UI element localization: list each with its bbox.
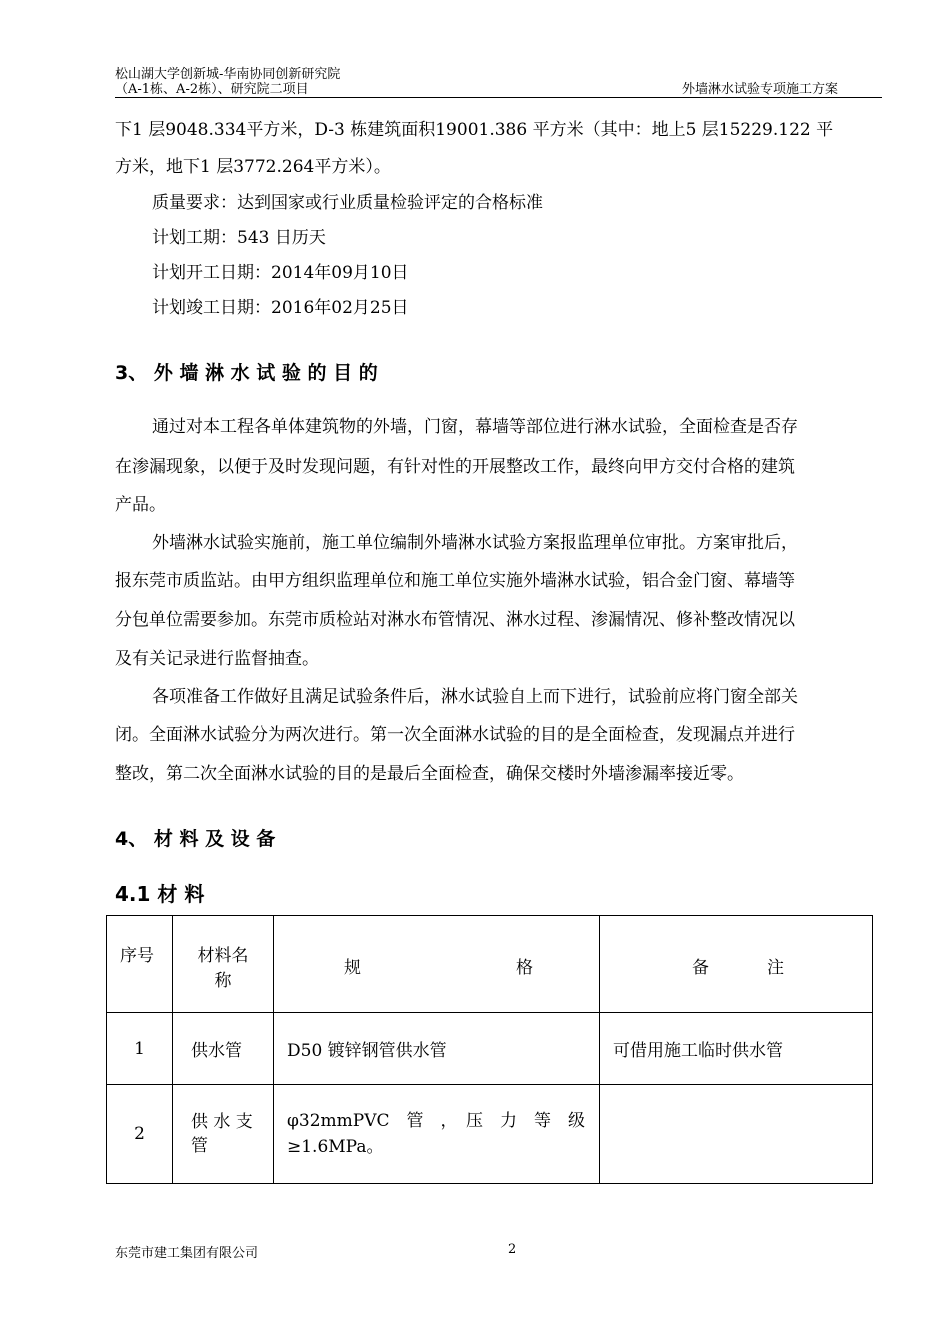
s3-p2-line-4: 及有关记录进行监督抽查。	[115, 649, 319, 669]
row-1-no: 1	[107, 1013, 173, 1085]
row-2-name	[173, 1085, 274, 1184]
header-project-line2: （A-1栋、A-2栋）、研究院二项目	[115, 82, 309, 97]
row-1-note: 可借用施工临时供水管	[600, 1013, 873, 1085]
s3-p2-line-1: 外墙淋水试验实施前，施工单位编制外墙淋水试验方案报监理单位审批。方案审批后，	[152, 533, 798, 553]
header-doc-title: 外墙淋水试验专项施工方案	[682, 82, 839, 97]
header-note-char2: 注	[767, 958, 784, 978]
header-divider	[115, 97, 882, 98]
s3-p3-line-3: 整改，第二次全面淋水试验的目的是最后全面检查，确保交楼时外墙渗漏率接近零。	[115, 764, 744, 784]
section-3-heading: 3、 外 墙 淋 水 试 验 的 目 的	[115, 362, 378, 384]
header-spec-char2: 格	[516, 958, 533, 978]
row-2-no: 2	[107, 1085, 173, 1184]
planned-start-date: 计划开工日期：2014年09月10日	[152, 263, 409, 283]
s3-p2-line-2: 报东莞市质监站。由甲方组织监理单位和施工单位实施外墙淋水试验，铝合金门窗、幕墙等	[115, 571, 795, 591]
row-2-spec-line1: φ32mmPVC 管 ， 压 力 等 级	[287, 1111, 585, 1131]
quality-requirement: 质量要求：达到国家或行业质量检验评定的合格标准	[152, 193, 543, 213]
s3-p1-line-3: 产品。	[115, 495, 166, 515]
planned-duration: 计划工期：543 日历天	[152, 228, 326, 248]
table-row	[107, 1085, 873, 1184]
row-2-name-line2: 管	[191, 1136, 208, 1156]
s3-p1-line-2: 在渗漏现象，以便于及时发现问题，有针对性的开展整改工作，最终向甲方交付合格的建筑	[115, 457, 795, 477]
header-note	[600, 916, 873, 1013]
s3-p3-line-2: 闭。全面淋水试验分为两次进行。第一次全面淋水试验的目的是全面检查，发现漏点并进行	[115, 725, 795, 745]
header-spec-char1: 规	[344, 958, 361, 978]
row-2-name-line1: 供 水 支	[191, 1112, 253, 1132]
table-row	[107, 1013, 873, 1085]
row-2-spec-line2: ≥1.6MPa。	[287, 1137, 384, 1157]
row-1-name-line1: 供水管	[191, 1041, 242, 1061]
header-note-char1: 备	[692, 958, 709, 978]
planned-finish-date: 计划竣工日期：2016年02月25日	[152, 298, 409, 318]
header-material-name	[173, 916, 274, 1013]
header-spec	[274, 916, 600, 1013]
row-1-spec-line1: D50 镀锌钢管供水管	[287, 1041, 447, 1061]
header-no	[107, 916, 173, 1013]
row-2-spec	[274, 1085, 600, 1184]
s3-p3-line-1: 各项准备工作做好且满足试验条件后，淋水试验自上而下进行，试验前应将门窗全部关	[152, 687, 798, 707]
intro-line-2: 方米，地下1 层3772.264平方米）。	[115, 157, 391, 177]
header-material-name-line2: 称	[214, 971, 232, 991]
section-4-1-heading: 4.1 材 料	[115, 882, 205, 906]
row-1-spec	[274, 1013, 600, 1085]
materials-table	[106, 915, 873, 1184]
header-material-name-line1: 材料名	[197, 946, 249, 966]
row-2-note	[600, 1085, 873, 1184]
intro-line-1: 下1 层9048.334平方米，D-3 栋建筑面积19001.386 平方米（其中：地上5 层15229.122 平	[115, 120, 834, 140]
table-header-row	[107, 916, 873, 1013]
s3-p1-line-1: 通过对本工程各单体建筑物的外墙，门窗，幕墙等部位进行淋水试验，全面检查是否存	[152, 417, 798, 437]
s3-p2-line-3: 分包单位需要参加。东莞市质检站对淋水布管情况、淋水过程、渗漏情况、修补整改情况以	[115, 610, 795, 630]
row-1-name	[173, 1013, 274, 1085]
footer-page-number: 2	[508, 1242, 517, 1257]
header-project-line1: 松山湖大学创新城-华南协同创新研究院	[115, 67, 341, 82]
footer-company: 东莞市建工集团有限公司	[115, 1246, 259, 1261]
section-4-heading: 4、 材 料 及 设 备	[115, 828, 276, 850]
header-no-text: 序号	[120, 946, 154, 966]
